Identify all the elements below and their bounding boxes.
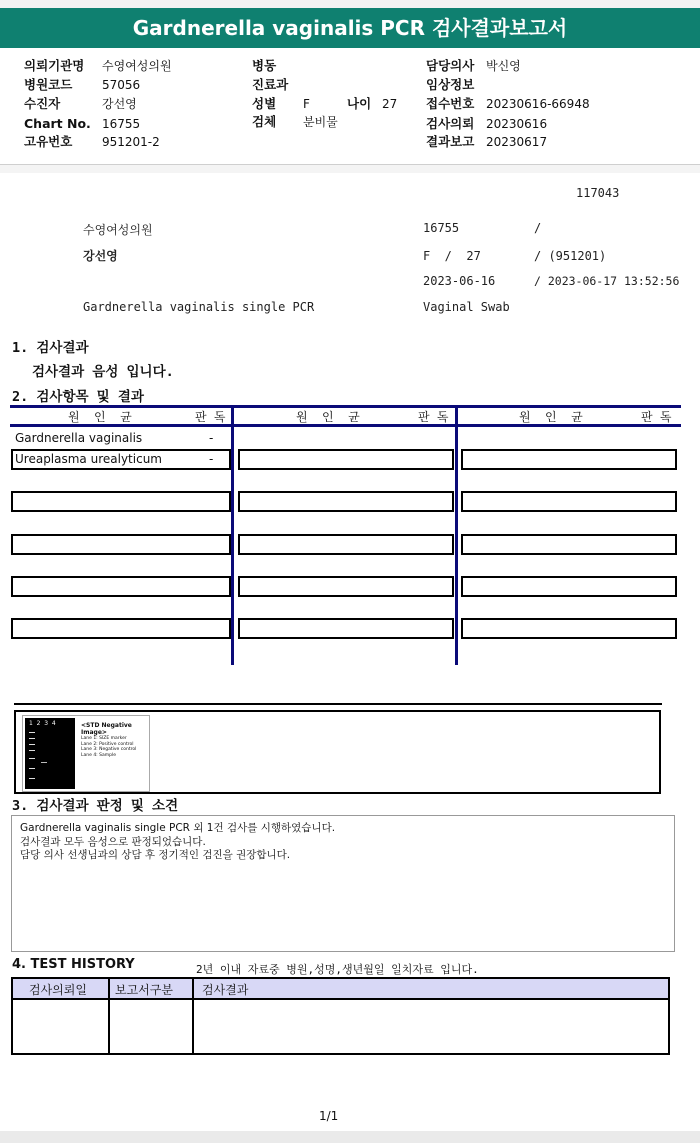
opinion-line: Gardnerella vaginalis single PCR 외 1건 검사를 시행하였습니다.	[20, 822, 336, 834]
value-hospital-code: 57056	[102, 78, 141, 92]
history-note: 2년 이내 자료중 병원,성명,생년월일 일치자료 입니다.	[196, 963, 479, 976]
value-patient: 강선영	[102, 97, 137, 111]
section-4-title: 4. TEST HISTORY	[12, 957, 135, 972]
col-header-result-2: 판 독	[418, 410, 449, 424]
gel-legend	[81, 736, 136, 758]
gel-band	[29, 768, 35, 769]
gel-band	[29, 744, 35, 745]
info-specimen: Vaginal Swab	[423, 300, 510, 314]
grid-divider-2	[455, 405, 458, 665]
page-number: 1/1	[319, 1109, 339, 1123]
pathogen-name: Ureaplasma urealyticum	[15, 452, 162, 466]
info-test-name: Gardnerella vaginalis single PCR	[83, 300, 315, 314]
col-header-pathogen-3: 원 인 균	[519, 410, 583, 424]
gel-image	[22, 715, 150, 792]
info-patient: 강선영	[83, 249, 118, 263]
label-sex: 성별	[252, 96, 277, 111]
gel-lanes-panel	[25, 718, 75, 789]
label-department: 진료과	[252, 77, 289, 92]
section-1-result: 검사결과 음성 입니다.	[32, 364, 174, 380]
value-age: 27	[382, 97, 398, 111]
info-reported: / 2023-06-17 13:52:56	[534, 274, 680, 288]
gel-band	[29, 750, 35, 751]
label-referring-institution: 의뢰기관명	[24, 58, 85, 73]
top-strip	[0, 0, 700, 8]
value-specimen: 분비물	[303, 115, 338, 129]
label-age: 나이	[347, 96, 372, 111]
label-unique-id: 고유번호	[24, 134, 73, 149]
label-clinical-info: 임상정보	[426, 77, 475, 92]
label-hospital-code: 병원코드	[24, 77, 73, 92]
section-2-title: 2. 검사항목 및 결과	[12, 389, 144, 405]
info-chart: 16755	[423, 221, 460, 235]
grid-divider-1	[231, 405, 234, 665]
result-cell	[461, 449, 677, 470]
label-patient: 수진자	[24, 96, 61, 111]
label-chart-no: Chart No.	[24, 116, 91, 131]
info-hospital: 수영여성의원	[83, 223, 153, 237]
result-cell	[11, 576, 231, 597]
col-header-pathogen-2: 원 인 균	[296, 410, 360, 424]
history-header-row	[13, 979, 668, 1000]
result-cell	[461, 534, 677, 555]
history-col-request-date: 검사의뢰일	[29, 983, 87, 997]
history-col-report-type: 보고서구분	[115, 983, 173, 997]
gel-band	[41, 762, 47, 763]
report-number: 117043	[576, 186, 620, 200]
label-report-date: 결과보고	[426, 134, 475, 149]
info-slash: /	[534, 221, 542, 235]
pathogen-result: -	[209, 452, 214, 466]
gel-band	[29, 758, 35, 759]
history-col-divider	[108, 979, 110, 1053]
result-cell	[461, 576, 677, 597]
col-header-result-1: 판 독	[195, 410, 226, 424]
label-doctor: 담당의사	[426, 58, 475, 73]
gel-band	[29, 732, 35, 733]
section-1-title: 1. 검사결과	[12, 340, 89, 356]
value-referring-institution: 수영여성의원	[102, 59, 172, 73]
gel-top-line	[14, 703, 662, 705]
pathogen-result: -	[209, 431, 214, 445]
gel-lane-numbers: 1 2 3 4	[29, 720, 56, 727]
info-dob: / (951201)	[534, 249, 607, 263]
value-doctor: 박신영	[486, 59, 521, 73]
value-report-date: 20230617	[486, 135, 548, 149]
gel-legend-item: Lane 3: Negative control	[81, 747, 137, 752]
opinion-text	[20, 822, 335, 863]
value-chart-no: 16755	[102, 117, 141, 131]
gel-legend-item: Lane 2: Positive control	[81, 741, 134, 747]
gel-band	[29, 778, 35, 779]
info-received: 2023-06-16	[423, 274, 496, 288]
result-cell	[11, 491, 231, 512]
result-cell	[238, 534, 454, 555]
col-header-result-3: 판 독	[641, 410, 672, 424]
result-cell	[461, 618, 677, 639]
result-cell	[238, 491, 454, 512]
info-sex-age: F / 27	[423, 249, 481, 263]
gel-legend-item: Lane 4: Sample	[81, 752, 116, 758]
label-ward: 병동	[252, 58, 277, 73]
bottom-strip	[0, 1131, 700, 1143]
gel-image-box	[14, 710, 661, 794]
pathogen-name: Gardnerella vaginalis	[15, 431, 143, 445]
value-sex: F	[303, 97, 310, 111]
history-table	[11, 977, 670, 1055]
opinion-line: 담당 의사 선생님과의 상담 후 정기적인 검진을 권장합니다.	[20, 849, 291, 861]
opinion-line: 검사결과 모두 음성으로 판정되었습니다.	[20, 835, 206, 848]
result-cell	[238, 618, 454, 639]
col-header-pathogen-1: 원 인 균	[68, 410, 132, 424]
result-cell	[11, 618, 231, 639]
result-cell	[461, 491, 677, 512]
label-request-date: 검사의뢰	[426, 116, 475, 131]
header-separator	[0, 164, 700, 173]
result-cell	[238, 449, 454, 470]
label-receipt-no: 접수번호	[426, 96, 475, 111]
result-cell	[238, 576, 454, 597]
value-unique-id: 951201-2	[102, 135, 160, 149]
gel-band	[29, 738, 35, 739]
gel-title: <STD Negative Image>	[81, 722, 132, 736]
value-receipt-no: 20230616-66948	[486, 97, 590, 111]
history-col-result: 검사결과	[202, 983, 249, 997]
gel-legend-item: Lane 1: SIZE marker	[81, 736, 127, 741]
history-col-divider	[192, 979, 194, 1053]
label-specimen: 검체	[252, 114, 277, 129]
result-cell	[11, 534, 231, 555]
value-request-date: 20230616	[486, 117, 548, 131]
report-title: Gardnerella vaginalis PCR 검사결과보고서	[0, 8, 700, 48]
opinion-box	[11, 815, 675, 952]
section-3-title: 3. 검사결과 판정 및 소견	[12, 798, 179, 814]
